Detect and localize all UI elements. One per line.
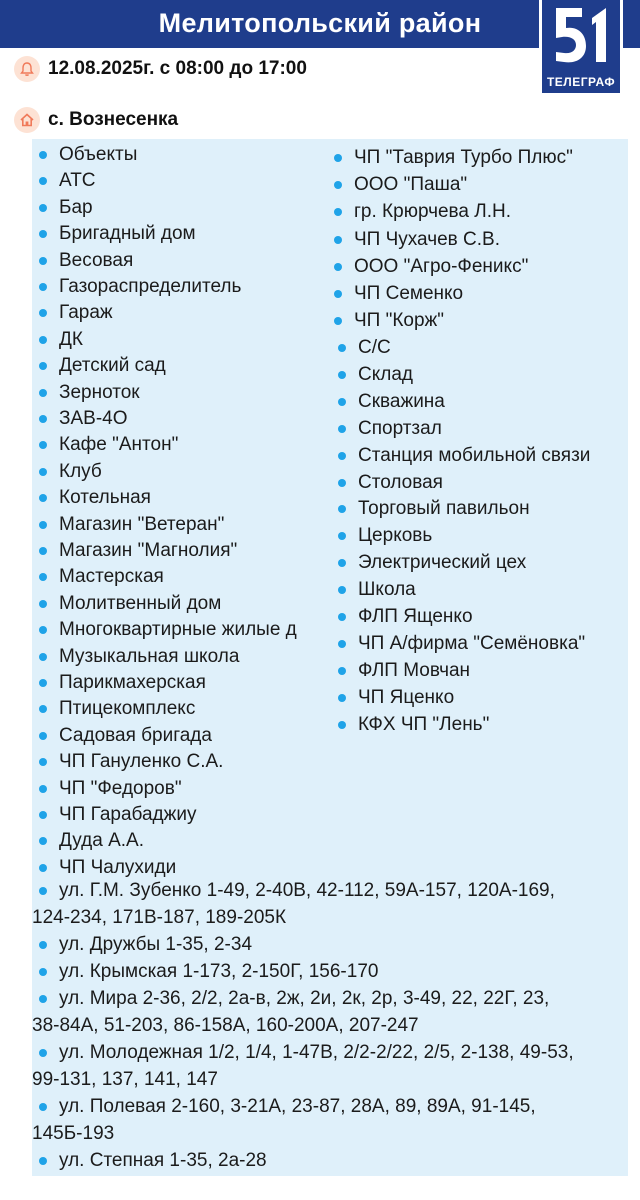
bullet-icon bbox=[39, 389, 47, 397]
bullet-icon bbox=[39, 230, 47, 238]
bullet-icon bbox=[39, 968, 47, 976]
list-item-label: Садовая бригада bbox=[59, 724, 212, 746]
bullet-icon bbox=[334, 208, 342, 216]
list-item-label: Электрический цех bbox=[358, 552, 527, 574]
bullet-icon bbox=[338, 452, 346, 460]
bullet-icon bbox=[334, 317, 342, 325]
street-item bbox=[39, 1094, 536, 1120]
bullet-icon bbox=[39, 941, 47, 949]
left-list-item bbox=[39, 300, 113, 326]
bullet-icon bbox=[338, 425, 346, 433]
street-item bbox=[39, 986, 549, 1012]
street-line-2: 99-131, 137, 141, 147 bbox=[32, 1069, 218, 1090]
right-list-item bbox=[338, 496, 530, 522]
left-list-item bbox=[39, 617, 323, 643]
bullet-icon bbox=[39, 468, 47, 476]
left-list-item bbox=[39, 644, 239, 670]
right-list-item bbox=[334, 254, 528, 280]
list-item-label: Кафе "Антон" bbox=[59, 434, 179, 456]
left-list-item bbox=[39, 406, 128, 432]
left-list-item bbox=[39, 802, 196, 828]
bullet-icon bbox=[39, 679, 47, 687]
right-list-item bbox=[338, 470, 443, 496]
list-item-label: ЧП Чухачев С.В. bbox=[354, 228, 500, 250]
left-list-item bbox=[39, 512, 224, 538]
list-item-label: Молитвенный дом bbox=[59, 592, 222, 614]
right-list-item bbox=[338, 631, 585, 657]
bullet-icon bbox=[39, 995, 47, 1003]
bullet-icon bbox=[39, 785, 47, 793]
date-text: 12.08.2025г. с 08:00 до 17:00 bbox=[48, 58, 307, 79]
bullet-icon bbox=[338, 479, 346, 487]
bullet-icon bbox=[39, 653, 47, 661]
street-line-1: ул. Молодежная 1/2, 1/4, 1-47В, 2/2-2/22, 2/5, 2-138, 49-53, bbox=[59, 1042, 574, 1063]
left-list-item bbox=[39, 485, 151, 511]
locality-text: с. Вознесенка bbox=[48, 109, 179, 130]
bullet-icon bbox=[39, 758, 47, 766]
telegraf-logo bbox=[539, 0, 623, 96]
list-item-label: Магазин "Магнолия" bbox=[59, 540, 238, 561]
left-list-item bbox=[39, 221, 196, 247]
right-list-item bbox=[338, 550, 526, 576]
bullet-icon bbox=[39, 811, 47, 819]
bullet-icon bbox=[338, 613, 346, 621]
left-list-item bbox=[39, 855, 176, 881]
street-item bbox=[39, 1148, 267, 1174]
list-item-label: ЗАВ-4О bbox=[59, 408, 128, 429]
left-list-item bbox=[39, 723, 212, 749]
bullet-icon bbox=[39, 732, 47, 740]
bullet-icon bbox=[338, 398, 346, 406]
bullet-icon bbox=[334, 154, 342, 162]
bullet-icon bbox=[39, 204, 47, 212]
list-item-label: ЧП "Таврия Турбо Плюс" bbox=[354, 147, 573, 168]
bullet-icon bbox=[338, 371, 346, 379]
street-line-1: ул. Г.М. Зубенко 1-49, 2-40В, 42-112, 59А-157, 120А-169, bbox=[59, 880, 555, 901]
bullet-icon bbox=[39, 600, 47, 608]
right-list-item bbox=[338, 443, 590, 469]
list-item-label: ЧП Чалухиди bbox=[59, 856, 177, 878]
left-list-item bbox=[39, 749, 223, 775]
bullet-icon bbox=[39, 362, 47, 370]
right-list-item bbox=[338, 362, 413, 388]
list-item-label: Школа bbox=[358, 579, 416, 601]
bullet-icon bbox=[334, 263, 342, 271]
list-item-label: АТС bbox=[59, 170, 96, 192]
right-list-item bbox=[338, 523, 432, 549]
left-list-item bbox=[39, 248, 133, 274]
list-item-label: Детский сад bbox=[59, 355, 166, 377]
right-list-item bbox=[334, 308, 444, 334]
left-list-item bbox=[39, 327, 83, 353]
bullet-icon bbox=[334, 290, 342, 298]
list-item-label: ЧП Гануленко С.А. bbox=[59, 751, 224, 773]
street-item bbox=[39, 932, 252, 958]
right-list-item bbox=[334, 199, 511, 225]
list-item-label: ЧП Яценко bbox=[358, 686, 455, 708]
list-item-label: Музыкальная школа bbox=[59, 645, 240, 667]
list-item-label: Спортзал bbox=[358, 417, 442, 439]
list-item-label: ФЛП Мовчан bbox=[358, 659, 471, 681]
left-list-item bbox=[39, 564, 164, 590]
locality-row bbox=[14, 105, 178, 135]
list-item-label: С/С bbox=[358, 337, 391, 358]
bullet-icon bbox=[338, 667, 346, 675]
list-item-label: Бар bbox=[59, 196, 93, 218]
bullet-icon bbox=[39, 177, 47, 185]
list-item-label: Бригадный дом bbox=[59, 223, 196, 245]
list-item-label: Весовая bbox=[59, 249, 134, 271]
left-list-item bbox=[39, 696, 195, 722]
list-item-label: Скважина bbox=[358, 390, 445, 412]
left-list-item bbox=[39, 353, 166, 379]
bullet-icon bbox=[39, 415, 47, 423]
list-item-label: Птицекомплекс bbox=[59, 698, 196, 720]
right-list-item bbox=[338, 416, 442, 442]
list-item-label: Объекты bbox=[59, 144, 138, 165]
right-list-item bbox=[334, 227, 500, 253]
bullet-icon bbox=[39, 441, 47, 449]
right-list-item bbox=[338, 577, 416, 603]
list-item-label: КФХ ЧП "Лень" bbox=[358, 713, 490, 735]
right-list-item bbox=[334, 281, 463, 307]
bullet-icon bbox=[39, 547, 47, 555]
right-list-item bbox=[338, 685, 454, 711]
bullet-icon bbox=[39, 283, 47, 291]
street-item bbox=[39, 1040, 574, 1066]
list-item-label: ЧП А/фирма "Семёновка" bbox=[358, 632, 586, 654]
left-list-item bbox=[39, 380, 140, 406]
street-line-1: ул. Мира 2-36, 2/2, 2а-в, 2ж, 2и, 2к, 2р, 3-49, 22, 22Г, 23, bbox=[59, 988, 550, 1009]
bullet-icon bbox=[338, 344, 346, 352]
right-list-item bbox=[338, 335, 391, 361]
bullet-icon bbox=[39, 887, 47, 895]
logo-text: ТЕЛЕГРАФ bbox=[546, 75, 616, 89]
street-line-2: 124-234, 171В-187, 189-205К bbox=[32, 907, 287, 928]
left-list-item bbox=[39, 168, 96, 194]
list-item-label: Магазин "Ветеран" bbox=[59, 513, 225, 535]
left-list-item bbox=[39, 538, 237, 564]
street-item bbox=[39, 878, 555, 904]
list-item-label: Клуб bbox=[59, 460, 102, 482]
bell-icon bbox=[14, 56, 40, 82]
street-line-1: ул. Полевая 2-160, 3-21А, 23-87, 28А, 89, 89А, 91-145, bbox=[59, 1096, 536, 1117]
list-item-label: Многоквартирные жилые д bbox=[59, 619, 297, 641]
bullet-icon bbox=[338, 586, 346, 594]
date-row bbox=[14, 54, 307, 84]
five-one-logo-icon bbox=[548, 4, 614, 66]
bullet-icon bbox=[39, 1103, 47, 1111]
left-list-item bbox=[39, 195, 93, 221]
bullet-icon bbox=[338, 505, 346, 513]
street-line-1: ул. Дружбы 1-35, 2-34 bbox=[59, 934, 253, 955]
street-line-1: ул. Крымская 1-173, 2-150Г, 156-170 bbox=[59, 961, 379, 982]
bullet-icon bbox=[39, 309, 47, 317]
list-item-label: Котельная bbox=[59, 487, 151, 509]
street-line-2: 145Б-193 bbox=[32, 1123, 115, 1144]
list-item-label: ФЛП Ященко bbox=[358, 606, 473, 627]
bullet-icon bbox=[39, 864, 47, 872]
right-list-item bbox=[334, 145, 573, 171]
list-item-label: Склад bbox=[358, 363, 413, 385]
district-title: Мелитопольский район bbox=[158, 8, 482, 38]
left-list-item bbox=[39, 828, 144, 854]
list-item-label: Зерноток bbox=[59, 381, 140, 403]
list-item-label: Торговый павильон bbox=[358, 498, 530, 520]
list-item-label: Мастерская bbox=[59, 566, 164, 588]
list-item-label: Дуда А.А. bbox=[59, 830, 144, 852]
list-item-label: Газораспределитель bbox=[59, 276, 242, 297]
bullet-icon bbox=[39, 521, 47, 529]
list-item-label: Гараж bbox=[59, 302, 113, 324]
list-item-label: ЧП "Корж" bbox=[354, 310, 444, 332]
list-item-label: ДК bbox=[59, 328, 83, 350]
bullet-icon bbox=[334, 236, 342, 244]
left-list-item bbox=[39, 591, 221, 617]
right-list-item bbox=[334, 172, 467, 198]
list-item-label: ЧП Гарабаджиу bbox=[59, 804, 197, 825]
bullet-icon bbox=[39, 573, 47, 581]
right-list-item bbox=[338, 604, 473, 630]
list-item-label: Парикмахерская bbox=[59, 672, 206, 693]
left-list-item bbox=[39, 670, 206, 696]
bullet-icon bbox=[338, 694, 346, 702]
right-list-item bbox=[338, 389, 445, 415]
bullet-icon bbox=[338, 559, 346, 567]
bullet-icon bbox=[338, 640, 346, 648]
bullet-icon bbox=[39, 494, 47, 502]
bullet-icon bbox=[39, 1157, 47, 1165]
left-list-item bbox=[39, 432, 178, 458]
list-item-label: ЧП "Федоров" bbox=[59, 777, 182, 799]
right-list-item bbox=[338, 712, 489, 738]
right-list-item bbox=[338, 658, 470, 684]
list-item-label: ООО "Паша" bbox=[354, 174, 468, 196]
bullet-icon bbox=[39, 705, 47, 713]
bullet-icon bbox=[334, 181, 342, 189]
bullet-icon bbox=[338, 532, 346, 540]
left-list-item bbox=[39, 776, 182, 802]
bullet-icon bbox=[39, 336, 47, 344]
left-list-item bbox=[39, 142, 137, 168]
list-item-label: ООО "Агро-Феникс" bbox=[354, 255, 529, 277]
bullet-icon bbox=[338, 721, 346, 729]
bullet-icon bbox=[39, 257, 47, 265]
list-item-label: ЧП Семенко bbox=[354, 283, 464, 304]
street-line-2: 38-84А, 51-203, 86-158А, 160-200А, 207-247 bbox=[32, 1015, 419, 1036]
bullet-icon bbox=[39, 1049, 47, 1057]
street-line-1: ул. Степная 1-35, 2а-28 bbox=[59, 1150, 267, 1171]
left-list-item bbox=[39, 459, 102, 485]
street-item bbox=[39, 959, 378, 985]
bullet-icon bbox=[39, 626, 47, 634]
list-item-label: Столовая bbox=[358, 471, 443, 493]
list-item-label: гр. Крюрчева Л.Н. bbox=[354, 201, 512, 223]
home-icon bbox=[14, 107, 40, 133]
list-item-label: Станция мобильной связи bbox=[358, 444, 591, 466]
bullet-icon bbox=[39, 151, 47, 159]
left-list-item bbox=[39, 274, 241, 300]
list-item-label: Церковь bbox=[358, 525, 433, 547]
bullet-icon bbox=[39, 837, 47, 845]
